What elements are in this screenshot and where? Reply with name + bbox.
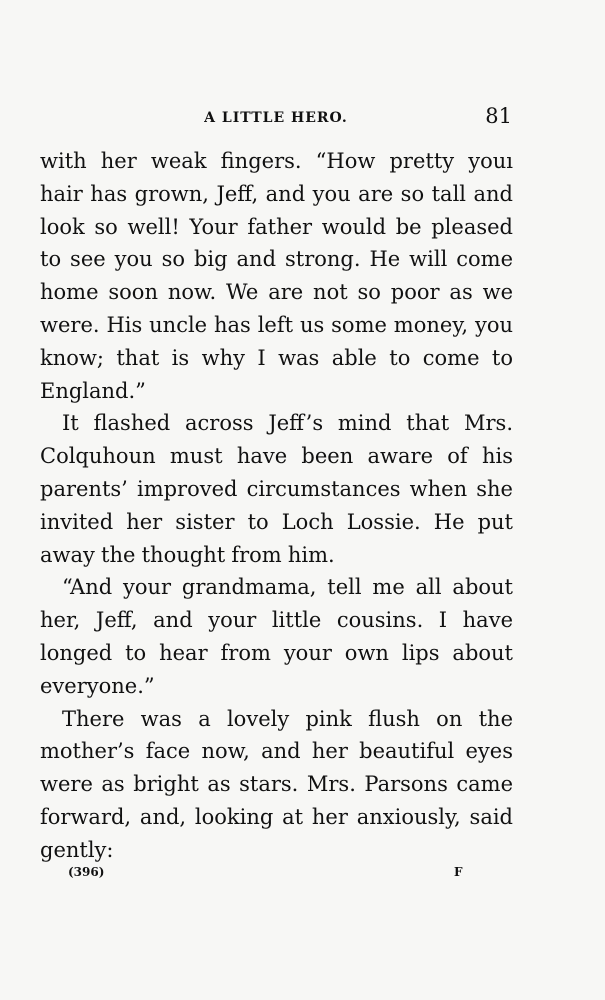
signature-letter: F <box>454 865 463 879</box>
paragraph: There was a lovely pink flush on the mother’s face now, and her beautiful eyes were as bright as stars. Mrs. Parsons came forward, and, looking at her anxiously, said gently: <box>40 706 513 862</box>
running-title: A LITTLE HERO. <box>204 110 348 126</box>
signature-number: (396) <box>68 865 105 879</box>
paragraph-continued: with her weak fingers. “How pretty youı hair has grown, Jeff, and you are so tall and look so well! Your father would be pleased to see you so big and strong. He will come home soon now. We are not so poor as we were. His uncle has left us some money, you know; that is why I was able to come to England.” <box>40 149 513 403</box>
page-number: 81 <box>485 104 512 128</box>
page-footer <box>40 865 513 885</box>
running-head <box>40 104 512 130</box>
paragraph: “And your grandmama, tell me all about her, Jeff, and your little cousins. I have longed to hear from your own lips about everyone.” <box>40 575 513 698</box>
paragraph: It flashed across Jeff’s mind that Mrs. Colquhoun must have been aware of his parents’ improved circumstances when she invited her sister to Loch Lossie. He put away the thought from him. <box>40 411 513 567</box>
body-text <box>40 145 513 867</box>
